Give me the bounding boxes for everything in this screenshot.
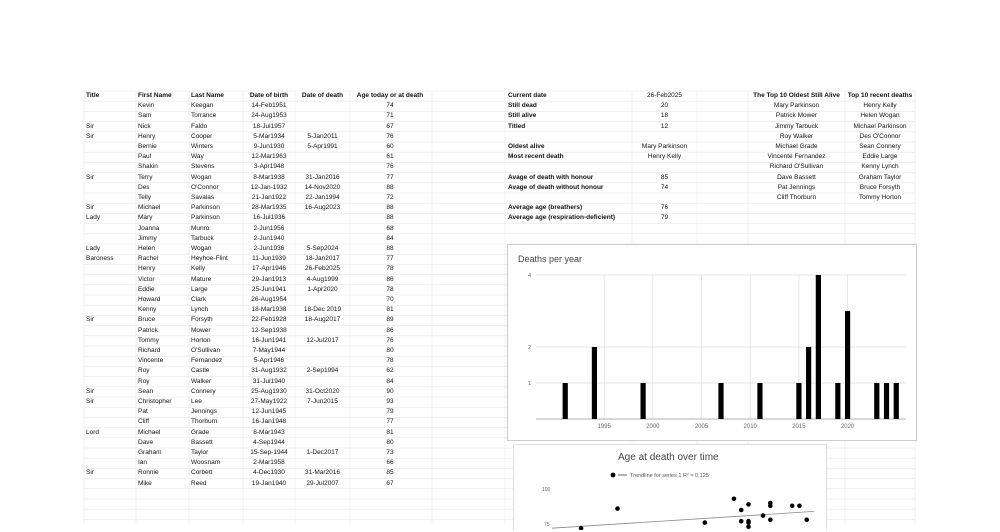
people-dob-cell[interactable]: 29-Jan1913 [251,275,287,283]
people-age-cell[interactable]: 85 [386,469,394,477]
stat-value[interactable]: 85 [660,173,669,181]
people-dob-cell[interactable]: 24-Aug1953 [251,112,287,120]
people-first-cell[interactable]: Des [138,183,150,191]
scatter-point [746,502,751,507]
x-tick-label: 2020 [840,424,855,430]
people-dob-cell[interactable]: 11-Jun1939 [252,255,286,263]
people-title-cell[interactable]: Sir [86,387,94,395]
people-dod-cell[interactable]: 1-Dec2017 [306,449,339,456]
people-last-cell[interactable]: Parkinson [191,214,220,222]
people-age-cell[interactable]: 88 [386,214,394,222]
people-dob-cell[interactable]: 14-Feb1951 [251,102,287,110]
x-tick-label: 1995 [597,424,611,430]
people-age-cell[interactable]: 60 [386,143,394,150]
people-age-cell[interactable]: 86 [386,275,394,283]
people-dob-cell[interactable]: 5-Mar1934 [253,132,285,140]
bar [641,383,646,419]
people-last-cell[interactable]: Lynch [191,306,209,314]
bar [718,383,723,419]
stat-label[interactable]: Avage of death without honour [508,183,604,191]
people-last-cell[interactable]: Walker [191,377,211,385]
people-first-cell[interactable]: Joanna [138,224,160,232]
scatter-point [739,519,744,524]
people-last-cell[interactable]: Wogan [191,245,212,252]
people-dob-cell[interactable]: 25-Jun1941 [251,285,287,293]
people-dod-cell[interactable]: 14-Nov2020 [304,183,341,191]
people-dob-cell[interactable]: 25-Aug1930 [251,387,287,395]
oldest-alive-item[interactable]: Vincente Fernandez [767,153,826,161]
people-last-cell[interactable]: Horton [191,336,211,344]
people-first-cell[interactable]: Kenny [138,306,157,314]
people-dob-cell[interactable]: 12-Sep1938 [251,326,287,334]
people-first-cell[interactable]: Helen [138,245,155,252]
people-age-cell[interactable]: 67 [386,122,394,130]
people-dod-cell[interactable]: 18-Dec 2019 [303,306,342,314]
people-age-cell[interactable]: 62 [386,367,394,375]
people-last-cell[interactable]: Large [191,285,208,293]
people-last-cell[interactable]: Mature [191,275,212,283]
people-title-cell[interactable]: Sir [86,173,94,181]
people-age-cell[interactable]: 77 [386,418,394,426]
people-first-cell[interactable]: Sean [138,387,154,395]
scatter-point [797,504,802,509]
people-last-cell[interactable]: Castle [191,367,210,375]
people-last-cell[interactable]: Grade [191,428,210,436]
people-dob-cell[interactable]: 22-Feb1928 [251,316,287,324]
people-last-cell[interactable]: Way [191,153,204,161]
stat-value[interactable]: 76 [660,204,669,212]
people-dob-cell[interactable]: 21-Jan1922 [251,194,287,201]
people-age-cell[interactable]: 81 [386,428,394,436]
people-dob-cell[interactable]: 4-Sep1944 [253,438,285,446]
people-dob-cell[interactable]: 2-Jun1956 [253,224,285,232]
y-tick-label: 1 [528,381,532,387]
people-dob-cell[interactable]: 2-Jun1940 [253,234,285,242]
people-age-cell[interactable]: 79 [386,408,394,416]
people-last-cell[interactable]: Corbett [191,469,213,477]
people-last-cell[interactable]: Connery [191,387,216,395]
people-dod-cell[interactable]: 29-Jul2007 [306,479,339,487]
bar [894,383,899,419]
people-age-cell[interactable]: 93 [386,398,394,405]
people-dod-cell[interactable]: 18-Jan2017 [305,255,340,263]
people-first-cell[interactable]: Vincente [138,357,164,365]
people-dod-cell[interactable]: 2-Sep1994 [306,367,339,375]
recent-deaths-item[interactable]: Des O'Connor [859,132,901,140]
scatter-point [768,501,773,506]
people-first-cell[interactable]: Ian [138,459,148,467]
people-title-cell[interactable]: Sir [86,122,94,130]
people-dob-cell[interactable]: 12-Jan-1932 [250,183,288,191]
people-dob-cell[interactable]: 9-Jun1930 [253,143,285,150]
people-last-cell[interactable]: Stevens [191,163,215,171]
people-dod-cell[interactable]: 31-Mar2016 [304,469,341,477]
header-dob[interactable]: Date of birth [249,92,289,99]
stat-value[interactable]: 12 [660,122,669,130]
people-first-cell[interactable]: Nick [138,122,151,130]
people-last-cell[interactable]: Cooper [191,132,213,140]
y-tick-label: 75 [544,522,550,528]
people-first-cell[interactable]: Michael [138,204,161,212]
people-first-cell[interactable]: Eddie [138,285,155,293]
scatter-point [761,513,766,518]
people-last-cell[interactable]: Munro [191,224,210,232]
people-title-cell[interactable]: Lord [86,428,100,436]
stat-value[interactable]: 26-Feb2025 [646,92,683,99]
header-dod[interactable]: Date of death [301,92,344,99]
stat-label[interactable]: Still dead [508,102,537,110]
x-tick-label: 2000 [646,424,660,430]
people-first-cell[interactable]: Kevin [138,102,155,110]
people-age-cell[interactable]: 89 [386,316,394,324]
stat-label[interactable]: Current date [508,92,547,99]
recent-deaths-item[interactable]: Bruce Forsyth [859,183,901,191]
people-last-cell[interactable]: O'Connor [191,183,219,191]
people-age-cell[interactable]: 88 [386,183,394,191]
people-last-cell[interactable]: Forsyth [191,316,213,324]
people-age-cell[interactable]: 76 [386,132,394,140]
stat-label[interactable]: Average age (respiration-deficient) [508,214,616,222]
people-dob-cell[interactable]: 18-Jul1957 [252,122,286,130]
scatter-point [790,504,795,509]
bar [835,383,840,419]
people-age-cell[interactable]: 67 [386,479,394,487]
oldest-alive-item[interactable]: Dave Bassett [777,173,816,181]
people-first-cell[interactable]: Patrick [138,326,158,334]
people-dob-cell[interactable]: 28-Mar1935 [251,204,287,212]
people-dob-cell[interactable]: 15-Sep-1944 [250,449,288,456]
stat-value[interactable]: Henry Kelly [647,153,682,161]
people-first-cell[interactable]: Jimmy [138,234,157,242]
people-title-cell[interactable]: Sir [86,132,94,140]
people-age-cell[interactable]: 78 [386,285,394,293]
scatter-point [768,518,773,523]
stat-value[interactable]: 18 [660,112,669,120]
people-last-cell[interactable]: Fernandez [191,357,223,365]
deaths-chart-title: Deaths per year [518,254,583,264]
people-dob-cell[interactable]: 18-Mar1938 [251,306,287,314]
people-dob-cell[interactable]: 31-Jul1940 [252,377,286,385]
people-first-cell[interactable]: Victor [138,275,155,283]
people-first-cell[interactable]: Paul [138,153,152,161]
people-age-cell[interactable]: 88 [386,245,394,252]
people-dod-cell[interactable]: 31-Jan2016 [305,173,340,181]
people-last-cell[interactable]: Clark [191,296,207,303]
people-first-cell[interactable]: Rachel [138,255,159,263]
recent-deaths-header[interactable]: Top 10 recent deaths [847,92,913,99]
people-last-cell[interactable]: Parkinson [191,204,220,212]
scatter-point [732,497,737,502]
people-dod-cell[interactable]: 5-Apr1991 [307,143,338,150]
bar [806,347,811,419]
legend-label: Trendline for series 1 R² = 0.125 [630,473,709,479]
stat-label[interactable]: Average age (breathers) [508,204,583,212]
people-age-cell[interactable]: 76 [386,336,394,344]
stat-label[interactable]: Avage of death with honour [508,173,594,181]
people-dob-cell[interactable]: 2-Jun1936 [253,245,285,252]
people-title-cell[interactable]: Baroness [86,255,114,263]
header-first[interactable]: First Name [138,92,172,99]
recent-deaths-item[interactable]: Michael Parkinson [853,122,907,130]
oldest-alive-item[interactable]: Cliff Thorburn [776,194,817,201]
people-dod-cell[interactable]: 1-Apr2020 [307,285,338,293]
people-first-cell[interactable]: Sam [138,112,152,120]
stat-value[interactable]: 79 [660,214,669,222]
people-first-cell[interactable]: Tommy [138,336,159,344]
people-title-cell[interactable]: Lady [86,245,101,252]
people-first-cell[interactable]: Dave [138,438,154,446]
bar [884,383,889,419]
y-tick-label: 100 [542,487,551,493]
people-age-cell[interactable]: 61 [386,153,394,161]
people-last-cell[interactable]: Heyhoe-Flint [191,255,228,263]
people-first-cell[interactable]: Ronnie [138,469,159,477]
people-age-cell[interactable]: 80 [386,438,394,446]
people-dod-cell[interactable]: 5-Sep2024 [306,245,339,252]
people-first-cell[interactable]: Mike [138,479,152,487]
people-first-cell[interactable]: Pat [138,408,148,416]
people-first-cell[interactable]: Shakin [138,163,158,171]
people-last-cell[interactable]: Faldo [191,122,208,130]
scatter-point [703,520,708,525]
people-dob-cell[interactable]: 5-Apr1946 [253,357,285,365]
people-dob-cell[interactable]: 4-Dec1930 [253,469,285,477]
people-dob-cell[interactable]: 16-Jul1936 [252,214,286,222]
people-dod-cell[interactable]: 26-Feb2025 [304,265,341,273]
stat-value[interactable]: Mary Parkinson [641,143,688,150]
people-age-cell[interactable]: 73 [386,449,394,456]
people-age-cell[interactable]: 90 [386,387,394,395]
stat-label[interactable]: Most recent death [508,153,564,161]
people-dob-cell[interactable]: 12-Mar1963 [251,153,287,161]
recent-deaths-item[interactable]: Henry Kelly [863,102,897,110]
header-last[interactable]: Last Name [191,92,224,99]
age-at-death-chart[interactable] [513,444,827,530]
people-age-cell[interactable]: 84 [386,377,394,385]
people-age-cell[interactable]: 80 [386,347,394,354]
people-title-cell[interactable]: Sir [86,204,94,212]
oldest-alive-item[interactable]: Patrick Mower [775,112,818,120]
people-first-cell[interactable]: Roy [138,377,150,385]
people-last-cell[interactable]: Lee [191,398,202,405]
people-age-cell[interactable]: 78 [386,265,394,273]
people-dob-cell[interactable]: 31-Aug1932 [251,367,287,375]
x-tick-label: 2005 [694,424,709,430]
people-first-cell[interactable]: Telly [138,194,152,201]
people-dob-cell[interactable]: 2-Mar1958 [253,459,285,467]
people-last-cell[interactable]: Savalas [191,194,215,201]
deaths-per-year-chart[interactable] [507,244,917,441]
people-last-cell[interactable]: Kelly [191,265,206,273]
trendline [552,511,814,528]
bar [796,383,801,419]
people-age-cell[interactable]: 68 [386,224,394,232]
people-dob-cell[interactable]: 27-May1922 [250,398,288,405]
stat-label[interactable]: Still alive [508,112,537,120]
people-first-cell[interactable]: Cliff [138,418,150,426]
scatter-point [746,520,751,525]
people-dob-cell[interactable]: 12-Jun1945 [251,408,287,416]
people-age-cell[interactable]: 70 [386,296,394,303]
people-first-cell[interactable]: Bernie [138,143,157,150]
age-chart-title: Age at death over time [618,452,719,463]
people-dod-cell[interactable]: 18-Aug2017 [304,316,341,324]
header-age[interactable]: Age today or at death [356,92,424,99]
oldest-alive-item[interactable]: Jimmy Tarbuck [774,122,819,130]
people-last-cell[interactable]: Woosnam [191,459,221,467]
people-dod-cell[interactable]: 5-Jan2011 [307,132,338,140]
people-last-cell[interactable]: Jennings [191,408,218,416]
people-last-cell[interactable]: Bassett [191,438,213,446]
people-first-cell[interactable]: Graham [138,449,162,456]
header-title[interactable]: Title [86,92,100,99]
bar [816,275,821,419]
people-last-cell[interactable]: Thorburn [191,418,218,426]
oldest-alive-item[interactable]: Roy Walker [779,132,814,140]
recent-deaths-item[interactable]: Helen Wogan [860,112,900,120]
people-first-cell[interactable]: Henry [138,132,156,140]
y-tick-label: 4 [528,273,532,279]
people-age-cell[interactable]: 84 [386,234,394,242]
recent-deaths-item[interactable]: Eddie Large [862,153,898,161]
people-first-cell[interactable]: Richard [138,347,161,354]
stat-label[interactable]: Oldest alive [508,143,545,150]
bar [845,311,850,419]
bar [563,383,568,419]
people-title-cell[interactable]: Sir [86,316,94,324]
people-dob-cell[interactable]: 8-Mar1943 [253,428,285,436]
stat-value[interactable]: 74 [660,183,669,191]
people-last-cell[interactable]: Taylor [191,449,209,456]
people-dob-cell[interactable]: 16-Jan1948 [251,418,287,426]
x-tick-label: 2015 [792,424,806,430]
people-age-cell[interactable]: 81 [386,306,394,314]
deaths-bar-svg [508,245,916,440]
people-age-cell[interactable]: 66 [386,459,394,467]
people-age-cell[interactable]: 88 [386,204,394,212]
recent-deaths-item[interactable]: Kenny Lynch [861,163,899,171]
scatter-point [739,508,744,513]
people-dob-cell[interactable]: 3-Apr1948 [253,163,285,171]
people-last-cell[interactable]: Reed [191,479,207,487]
oldest-alive-item[interactable]: Pat Jennings [777,183,816,191]
people-age-cell[interactable]: 71 [386,112,394,120]
y-tick-label: 2 [528,345,532,351]
people-last-cell[interactable]: Tarbuck [191,234,214,242]
people-last-cell[interactable]: Winters [191,143,214,150]
recent-deaths-item[interactable]: Graham Taylor [858,173,902,181]
people-first-cell[interactable]: Bruce [138,316,155,324]
people-dod-cell[interactable]: 12-Jul2017 [306,336,339,344]
legend-marker [611,473,616,478]
scatter-point [746,525,751,530]
people-last-cell[interactable]: O'Sullivan [191,347,221,354]
people-last-cell[interactable]: Torrance [191,112,217,120]
scatter-point [615,506,620,511]
people-dob-cell[interactable]: 16-Jun1941 [251,336,287,344]
recent-deaths-item[interactable]: Sean Connery [859,143,901,150]
people-first-cell[interactable]: Howard [138,296,161,303]
people-dod-cell[interactable]: 4-Aug1999 [306,275,339,283]
oldest-alive-item[interactable]: Mary Parkinson [773,102,820,110]
people-age-cell[interactable]: 77 [386,173,394,181]
people-title-cell[interactable]: Sir [86,398,94,405]
recent-deaths-item[interactable]: Tommy Horton [858,194,902,201]
people-last-cell[interactable]: Wogan [191,173,212,181]
people-dod-cell[interactable]: 7-Jun2015 [307,398,338,405]
people-last-cell[interactable]: Keegan [191,102,214,110]
oldest-alive-item[interactable]: Michael Grade [775,143,818,150]
bar [757,383,762,419]
people-age-cell[interactable]: 72 [386,194,394,201]
people-age-cell[interactable]: 76 [386,163,394,171]
people-first-cell[interactable]: Michael [138,428,161,436]
people-first-cell[interactable]: Roy [138,367,150,375]
x-tick-label: 2010 [743,424,757,430]
stat-label[interactable]: Titled [508,122,526,130]
people-dob-cell[interactable]: 7-May1944 [252,347,286,354]
people-first-cell[interactable]: Henry [138,265,156,273]
oldest-alive-header[interactable]: The Top 10 Oldest Still Alive [753,92,840,99]
people-first-cell[interactable]: Mary [138,214,153,222]
people-last-cell[interactable]: Mower [191,326,211,334]
people-dod-cell[interactable]: 22-Jan1994 [305,194,340,201]
bar [592,347,597,419]
people-dob-cell[interactable]: 17-Apr1946 [252,265,286,273]
people-first-cell[interactable]: Terry [138,173,153,181]
people-age-cell[interactable]: 86 [386,326,394,334]
people-dob-cell[interactable]: 19-Jan1940 [251,479,287,487]
scatter-point [804,518,809,523]
people-dod-cell[interactable]: 31-Oct2020 [305,387,340,395]
people-first-cell[interactable]: Christopher [138,398,172,405]
oldest-alive-item[interactable]: Richard O'Sullivan [769,163,824,171]
people-age-cell[interactable]: 77 [386,255,394,263]
people-dod-cell[interactable]: 16-Aug2023 [304,204,341,212]
people-age-cell[interactable]: 74 [386,102,394,110]
stat-value[interactable]: 20 [660,102,669,110]
people-dob-cell[interactable]: 8-Mar1938 [253,173,285,181]
people-title-cell[interactable]: Lady [86,214,101,222]
people-dob-cell[interactable]: 26-Aug1954 [251,296,287,303]
bar [874,383,879,419]
people-title-cell[interactable]: Sir [86,469,94,477]
people-age-cell[interactable]: 78 [386,357,394,365]
